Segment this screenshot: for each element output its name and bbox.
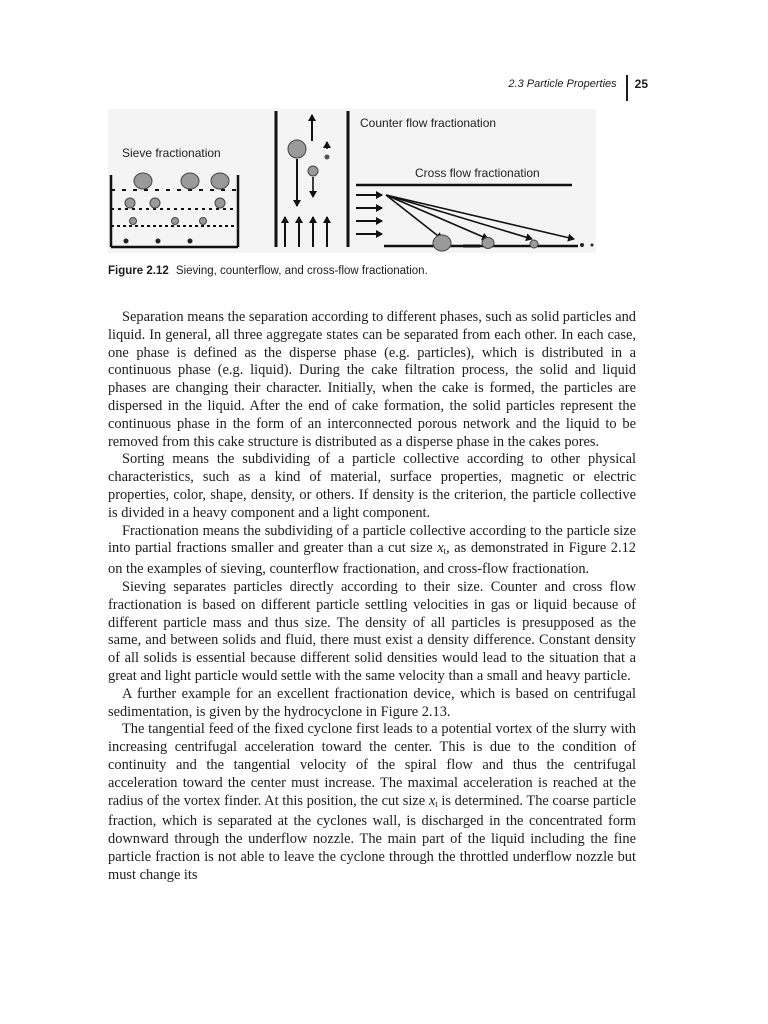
paragraph-sorting: Sorting means the subdividing of a particle collective according to other physical characteristics, such as a kind of material, surface properties, magnetic or electric properties, color, shape, density, or others. If density is the criterion, the particle collective is divided in a heavy component and a light component.	[108, 451, 636, 521]
paragraph-tangential-feed: The tangential feed of the fixed cyclone first leads to a potential vortex of the slurry with increasing centrifugal acceleration toward the center. This is due to the condition of continuity and the tangential velocity of the spiral flow and thus the centrifugal acceleration toward the center must increase. The maximal acceleration is reached at the radius of the vortex finder. At this position, the cut size $x_t$ is determined. The coarse particle fraction, which is separated at the cyclones wall, is discharged in the concentrated form downward through the underflow nozzle. The main part of the liquid including the fine particle fraction is not able to leave the cyclone through the throttled underflow nozzle but must change its	[108, 721, 636, 883]
fractionation-figure	[108, 109, 596, 253]
figure-number: Figure 2.12	[108, 265, 169, 277]
crossflow-label: Cross flow fractionation	[415, 166, 540, 180]
paragraph-sieving: Sieving separates particles directly according to their size. Counter and cross flow fractionation is based on different particle settling velocities in gas or liquid because of different particle mass and thus size. The density of all particles is presupposed as the same, and between solids and fluid, there must exist a density difference. Constant density of all solids is essential because different solid densities would lead to the situation that a great and light particle would settle with the same velocity than a small and heavy particle.	[108, 578, 636, 684]
page-number: 25	[634, 77, 648, 91]
figure-caption	[108, 265, 428, 277]
paragraph-fractionation: Fractionation means the subdividing of a particle collective according to the particle size into partial fractions smaller and greater than a cut size $x_t$, as demonstrated in Figure 2.12 on the examples of sieving, counterflow fractionation, and cross-flow fractionation.	[108, 522, 636, 578]
counterflow-label: Counter flow fractionation	[360, 116, 497, 130]
paragraph-hydrocyclone: A further example for an excellent fractionation device, which is based on centrifugal sedimentation, is given by the hydrocyclone in Figure 2.13.	[108, 685, 636, 720]
header-divider	[626, 75, 628, 101]
body-text	[108, 309, 636, 885]
sieve-label: Sieve fractionation	[122, 146, 221, 160]
running-header	[508, 71, 648, 97]
figure-caption-text: Sieving, counterflow, and cross-flow fractionation.	[175, 265, 428, 277]
section-title: 2.3 Particle Properties	[508, 78, 617, 90]
paragraph-separation: Separation means the separation according to different phases, such as solid particles and liquid. In general, all three aggregate states can be separated from each other. In each case, one phase is defined as the disperse phase (e.g. particles), which is distributed in a continuous phase (e.g. liquid). During the cake filtration process, the solid and liquid phases are changing their character. Initially, when the cake is formed, the particles are dispersed in the liquid. After the end of cake formation, the solid particles represent the continuous phase in the form of an interconnected porous network and the liquid to be removed from this cake structure is distributed as a disperse phase in the cakes pores.	[108, 309, 636, 450]
